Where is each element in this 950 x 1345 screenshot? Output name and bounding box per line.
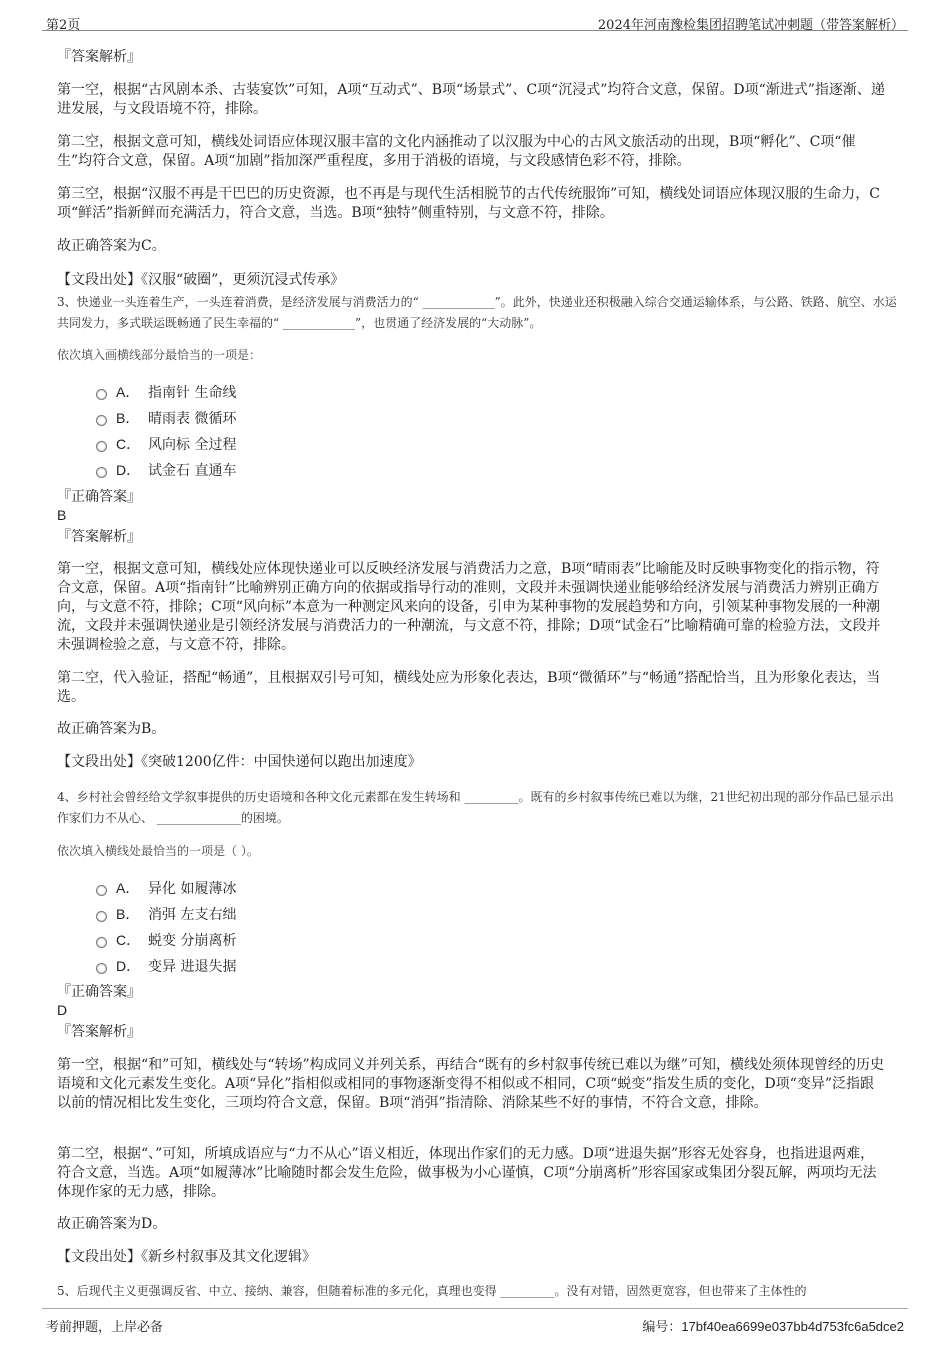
option-text: 指南针 生命线: [148, 385, 237, 401]
option-letter: A．: [116, 880, 140, 896]
answer-analysis-label: 『答案解析』: [57, 1024, 141, 1040]
option-letter: B．: [116, 906, 140, 922]
page-number: 第2页: [46, 18, 81, 33]
question-text: 3、快递业一头连着生产，一头连着消费，是经济发展与消费活力的“ ____________”。此外，快递业还积极融入综合交通运输体系，与公路、铁路、航空、水运共同发力，多式联运既畅通了民生幸福的“ ____________”，也贯通了经济发展的“大动脉”。: [57, 295, 897, 330]
radio-button[interactable]: [96, 963, 107, 974]
source-citation: 【文段出处】《新乡村叙事及其文化逻辑》: [57, 1249, 316, 1265]
option-b[interactable]: [96, 408, 236, 428]
answer-analysis-label: 『答案解析』: [57, 49, 141, 65]
question-text: 5、后现代主义更强调反省、中立、接纳、兼容，但随着标准的多元化，真理也变得 _________。没有对错，固然更宽容，但也带来了主体性的: [57, 1284, 807, 1298]
document-id: 编号：17bf40ea6699e037bb4d753fc6a5dce2: [642, 1319, 904, 1334]
question-text: 4、乡村社会曾经给文学叙事提供的历史语境和各种文化元素都在发生转场和 _________。既有的乡村叙事传统已难以为继，21世纪初出现的部分作品已显示出作家们力不从心、 ______________的困境。: [57, 790, 894, 825]
analysis-paragraph: 第二空，根据文意可知，横线处词语应体现汉服丰富的文化内涵推动了以汉服为中心的古风文旅活动的出现，B项“孵化”、C项“催生”均符合文意，保留。A项“加剧”指加深严重程度，多用于消极的语境，与文段感情色彩不符，排除。: [57, 134, 856, 169]
correct-answer: B: [57, 507, 67, 523]
option-d[interactable]: [96, 956, 236, 976]
option-a[interactable]: [96, 878, 236, 898]
correct-answer-label: 『正确答案』: [57, 984, 141, 1000]
page-footer: [42, 1308, 908, 1335]
option-letter: D．: [116, 958, 141, 974]
option-text: 消弭 左支右绌: [148, 907, 237, 923]
radio-button[interactable]: [96, 415, 107, 426]
correct-answer: D: [57, 1002, 68, 1018]
analysis-paragraph: 第二空，根据“、”可知，所填成语应与“力不从心”语义相近，体现出作家们的无力感。D项“进退失据”形容无处容身，也指进退两难，符合文意，当选。A项“如履薄冰”比喻随时都会发生危险，做事极为小心谨慎，C项“分崩离析”形容国家或集团分裂瓦解，两项均无法体现作家的无力感，排除。: [57, 1146, 877, 1200]
final-answer: 故正确答案为D。: [57, 1216, 167, 1232]
final-answer: 故正确答案为C。: [57, 238, 166, 254]
footer-slogan: 考前押题，上岸必备: [46, 1320, 164, 1335]
correct-answer-label: 『正确答案』: [57, 489, 141, 505]
radio-button[interactable]: [96, 441, 107, 452]
option-a[interactable]: [96, 382, 236, 402]
option-text: 晴雨表 微循环: [148, 411, 237, 427]
answer-analysis-label: 『答案解析』: [57, 529, 141, 545]
final-answer: 故正确答案为B。: [57, 721, 166, 737]
source-citation: 【文段出处】《汉服“破圈”，更须沉浸式传承》: [57, 272, 345, 288]
option-text: 试金石 直通车: [148, 463, 237, 479]
question-instruction: 依次填入画横线部分最恰当的一项是：: [57, 348, 262, 362]
option-text: 异化 如履薄冰: [148, 881, 237, 897]
analysis-paragraph: 第三空，根据“汉服不再是干巴巴的历史资源，也不再是与现代生活相脱节的古代传统服饰”可知，横线处词语应体现汉服的生命力，C项“鲜活”指新鲜而充满活力，符合文意，当选。B项“独特”侧重特别，与文意不符，排除。: [57, 186, 881, 221]
option-letter: A．: [116, 384, 140, 400]
radio-button[interactable]: [96, 937, 107, 948]
option-text: 蜕变 分崩离析: [148, 933, 237, 949]
radio-button[interactable]: [96, 467, 107, 478]
option-letter: C．: [116, 436, 141, 452]
analysis-paragraph: 第一空，根据“和”可知，横线处与“转场”构成同义并列关系，再结合“既有的乡村叙事传统已难以为继”可知，横线处须体现曾经的历史语境和文化元素发生变化。A项“异化”指相似或相同的事物逐渐变得不相似或不相同，C项“蜕变”指发生质的变化，D项“变异”泛指跟以前的情况相比发生变化，三项均符合文意，保留。B项“消弭”指清除、消除某些不好的事情，不符合文意，排除。: [57, 1057, 884, 1111]
question-instruction: 依次填入横线处最恰当的一项是（ ）。: [57, 844, 259, 858]
source-citation: 【文段出处】《突破1200亿件：中国快递何以跑出加速度》: [57, 754, 422, 770]
option-letter: C．: [116, 932, 141, 948]
page-header: [42, 0, 908, 31]
option-letter: D．: [116, 462, 141, 478]
analysis-paragraph: 第一空，根据“古风剧本杀、古装宴饮”可知，A项“互动式”、B项“场景式”、C项“沉浸式”均符合文意，保留。D项“渐进式”指逐渐、递进发展，与文段语境不符，排除。: [57, 82, 885, 117]
radio-button[interactable]: [96, 885, 107, 896]
option-text: 变异 进退失据: [148, 959, 237, 975]
analysis-paragraph: 第一空，根据文意可知，横线处应体现快递业可以反映经济发展与消费活力之意，B项“晴雨表”比喻能及时反映事物变化的指示物，符合文意，保留。A项“指南针”比喻辨别正确方向的依据或指导行动的准则，文段并未强调快递业能够给经济发展与消费活力辨别正确方向，与文意不符，排除；C项“风向标”本意为一种测定风来向的设备，引申为某种事物的发展趋势和方向，引领某种事物发展的一种潮流，文段并未强调快递业是引领经济发展与消费活力的一种潮流，与文意不符，排除；D项“试金石”比喻精确可靠的检验方法，文段并未强调检验之意，与文意不符，排除。: [57, 561, 881, 653]
analysis-paragraph: 第二空，代入验证，搭配“畅通”，且根据双引号可知，横线处应为形象化表达，B项“微循环”与“畅通”搭配恰当，且为形象化表达，当选。: [57, 670, 881, 705]
option-c[interactable]: [96, 930, 236, 950]
document-title: 2024年河南豫检集团招聘笔试冲刺题（带答案解析）: [597, 18, 904, 33]
radio-button[interactable]: [96, 911, 107, 922]
option-d[interactable]: [96, 460, 236, 480]
option-b[interactable]: [96, 904, 236, 924]
radio-button[interactable]: [96, 389, 107, 400]
option-letter: B．: [116, 410, 140, 426]
option-c[interactable]: [96, 434, 236, 454]
option-text: 风向标 全过程: [148, 437, 237, 453]
